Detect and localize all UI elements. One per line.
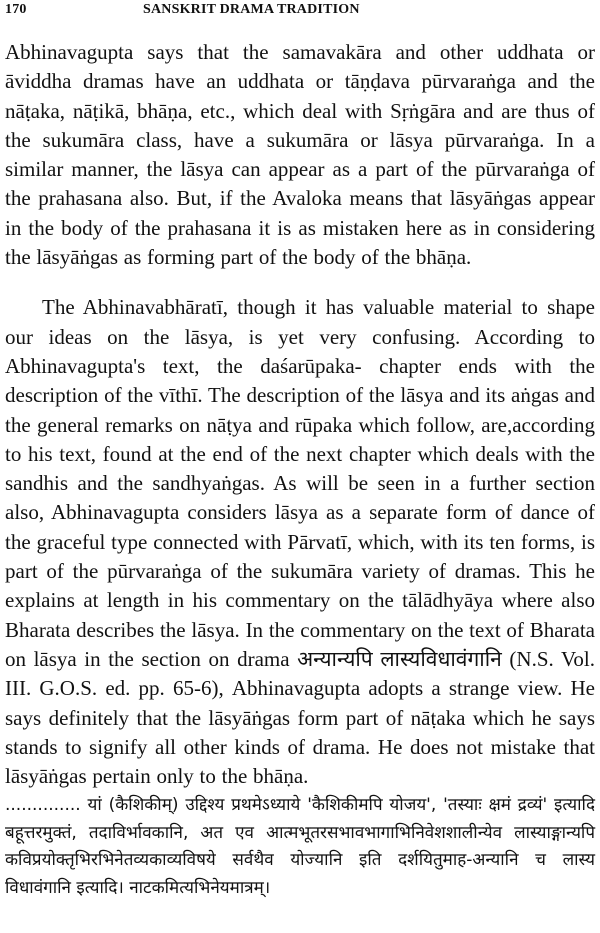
page-header [0, 0, 600, 22]
paragraph-2: The Abhinavabhāratī, though it has valuable material to shape our ideas on the lāsya, is yet very confusing. According to Abhinavagupta's text, the daśarūpaka- chapter ends with the description of the vīthī. The description of the lāsya and its aṅgas and the general remarks on nāṭya and rūpaka which follow, are,according to his text, found at the end of the next chapter which deals with the sandhis and the sandhyaṅgas. As will be seen in a further section also, Abhinavagupta considers lāsya as a separate form of dance of the graceful type connected with Pārvatī, which, with its ten forms, is part of the pūrvaraṅga of the sukumāra variety of dramas. This he explains at length in his commentary on the tālādhyāya where also Bharata describes the lāsya. In the commentary on the text of Bharata on lāsya in the section on drama अन्यान्यपि लास्यविधावंगानि (N.S. Vol. III. G.O.S. ed. pp. 65-6), Abhinavagupta adopts a strange view. He says definitely that the lāsyāṅgas form part of nāṭaka which he says stands to signify all other kinds of drama. He does not mistake that lāsyāṅgas pertain only to the bhāṇa. [5, 295, 595, 789]
paragraph-1: Abhinavagupta says that the samavakāra and other uddhata or āviddha dramas have an uddhata or tāṇḍava pūrvaraṅga and the nāṭaka, nāṭikā, bhāṇa, etc., which deal with Sṛṅgāra and are thus of the sukumāra class, have a sukumāra or lāsya pūrvaraṅga. In a similar manner, the lāsya can appear as a part of the pūrvaraṅga of the prahasana also. But, if the Avaloka means that lāsyāṅgas appear in the body of the prahasana it is as mistaken here as in considering the lāsyāṅgas as forming part of the body of the bhāṇa. [5, 40, 595, 270]
running-title: SANSKRIT DRAMA TRADITION [143, 2, 360, 17]
page-number: 170 [5, 2, 27, 17]
body-text [5, 38, 595, 791]
sanskrit-quotation: .............. यां (कैशिकीम्) उद्दिश्य प्रथमेऽध्याये 'कैशिकीमपि योजय', 'तस्याः क्षमं द्रव्यं' इत्यादि बहूत्तरमुक्तं, तदाविर्भावकानि, अत एव आत्मभूतरसभावभागाभिनिवेशशालीन्येव लास्याङ्गान्यपि कविप्रयोक्तृभिरभिनेतव्यकाव्यविषये सर्वथैव योज्यानि इति दर्शयितुमाह-अन्यानि च लास्य विधावंगानि इत्यादि। नाटकमित्यभिनेयमात्रम्। [5, 795, 595, 898]
